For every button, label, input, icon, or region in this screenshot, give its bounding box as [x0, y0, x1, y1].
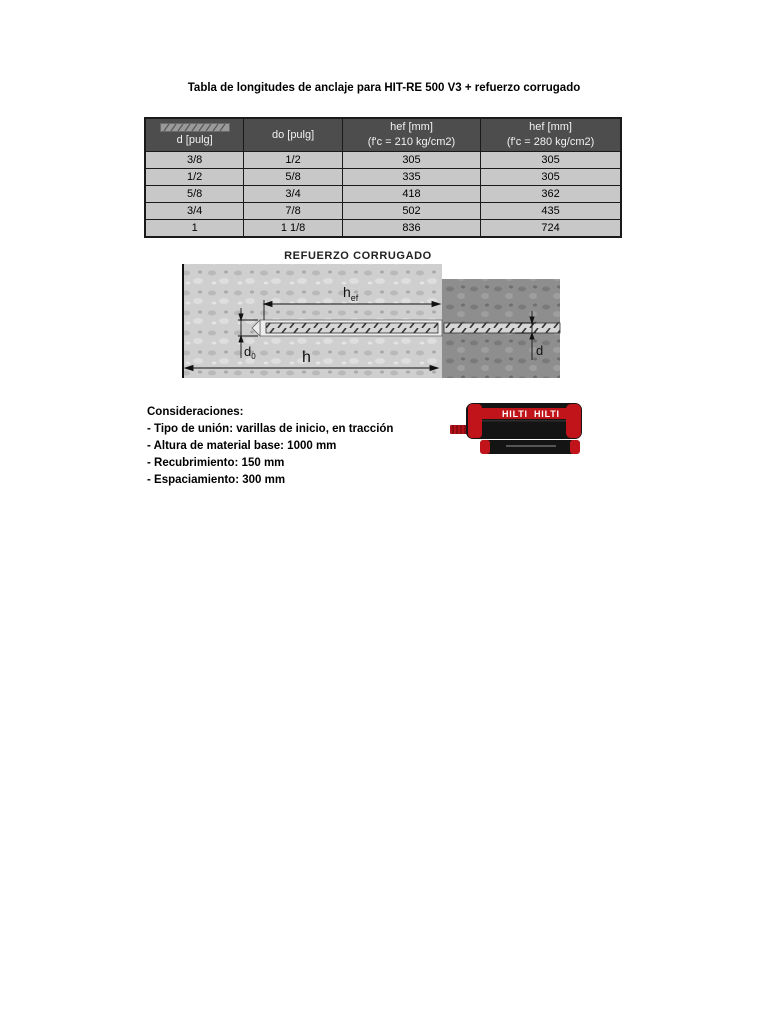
cell-do: 7/8	[244, 203, 343, 220]
header-hef-210	[342, 118, 480, 152]
table-row	[145, 152, 621, 169]
list-item: - Espaciamiento: 300 mm	[147, 474, 286, 486]
rebar-anchorage-diagram	[180, 248, 562, 384]
table-row	[145, 186, 621, 203]
cell-d: 1/2	[145, 169, 244, 186]
cell-do: 5/8	[244, 169, 343, 186]
cell-do: 3/4	[244, 186, 343, 203]
adhesive-cartridge-image	[446, 400, 586, 460]
cell-hef-280: 305	[481, 152, 621, 169]
rebar-icon	[160, 123, 230, 132]
cell-do: 1 1/8	[244, 220, 343, 238]
cell-hef-280: 724	[481, 220, 621, 238]
h-label: h	[302, 349, 311, 366]
header-hef-280-line2: (f'c = 280 kg/cm2)	[506, 136, 595, 148]
rebar-embedded	[266, 323, 438, 333]
cell-hef-210: 305	[342, 152, 480, 169]
diagram-title: REFUERZO CORRUGADO	[284, 250, 432, 262]
cell-hef-210: 418	[342, 186, 480, 203]
considerations-heading: Consideraciones:	[147, 406, 244, 418]
header-d	[145, 118, 244, 152]
table-row	[145, 203, 621, 220]
list-item: - Altura de material base: 1000 mm	[147, 440, 337, 452]
header-hef-280-line1: hef [mm]	[529, 121, 572, 133]
list-item: - Recubrimiento: 150 mm	[147, 457, 285, 469]
header-hef-210-line1: hef [mm]	[390, 121, 433, 133]
list-item: - Tipo de unión: varillas de inicio, en tracción	[147, 423, 394, 435]
rebar-protruding	[444, 323, 560, 333]
cell-d: 5/8	[145, 186, 244, 203]
table-row	[145, 220, 621, 238]
header-hef-210-line2: (f'c = 210 kg/cm2)	[367, 136, 456, 148]
cell-hef-280: 305	[481, 169, 621, 186]
hef-label: $h_{ef}$	[343, 284, 359, 303]
table-row	[145, 169, 621, 186]
header-d-label: d [pulg]	[176, 134, 213, 146]
page-title: Tabla de longitudes de anclaje para HIT-RE 500 V3 + refuerzo corrugado	[187, 82, 581, 94]
brand-logo-repeat: HILTI	[534, 409, 560, 419]
d0-label: $d_0$	[244, 344, 256, 361]
header-hef-280	[481, 118, 621, 152]
cell-hef-280: 362	[481, 186, 621, 203]
cell-hef-210: 836	[342, 220, 480, 238]
cell-hef-280: 435	[481, 203, 621, 220]
cell-hef-210: 335	[342, 169, 480, 186]
brand-logo: HILTI	[502, 409, 528, 419]
header-do: do [pulg]	[244, 118, 343, 152]
cell-do: 1/2	[244, 152, 343, 169]
considerations	[147, 404, 393, 489]
anchorage-table	[144, 117, 622, 238]
cell-hef-210: 502	[342, 203, 480, 220]
cell-d: 3/4	[145, 203, 244, 220]
d-label: d	[536, 343, 544, 358]
cell-d: 1	[145, 220, 244, 238]
cell-d: 3/8	[145, 152, 244, 169]
